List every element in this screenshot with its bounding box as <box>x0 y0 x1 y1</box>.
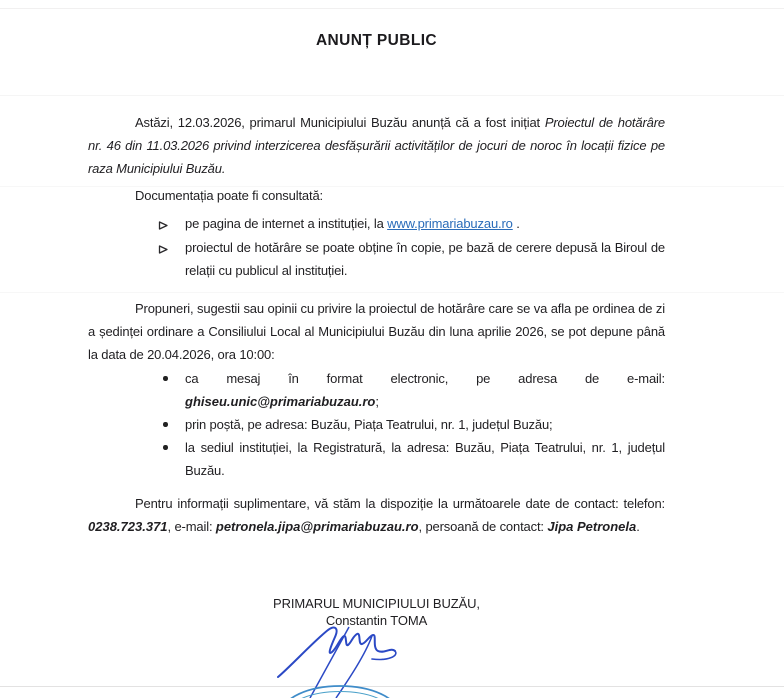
consultation-item-text: pe pagina de internet a instituției, la <box>185 216 388 231</box>
submission-item-mail: prin poștă, pe adresa: Buzău, Piața Teatrului, nr. 1, județul Buzău; <box>185 417 553 432</box>
contact-phone: 0238.723.371 <box>88 519 168 534</box>
arrow-bullet-icon <box>158 236 185 282</box>
contact-text-mid2: , persoană de contact: <box>418 519 548 534</box>
project-title-italic: Proiectul de hotărâre nr. 46 din 11.03.2026 privind interzicerea desfășurării activităților de jocuri de noroc în locații fizice pe raza Municipiului Buzău. <box>88 115 665 176</box>
list-item <box>88 413 665 436</box>
consultation-item-copy: proiectul de hotărâre se poate obține în copie, pe bază de cerere depusă la Biroul de relații cu publicul al instituției. <box>185 240 665 278</box>
contact-text: Pentru informații suplimentare, vă stăm la dispoziție la următoarele date de contact: telefon: <box>135 496 665 511</box>
intro-paragraph <box>88 111 665 180</box>
arrow-bullet-icon <box>158 212 185 236</box>
signer-role: PRIMARUL MUNICIPIULUI BUZĂU, <box>273 596 480 611</box>
contact-paragraph <box>88 492 665 538</box>
document-title: ANUNȚ PUBLIC <box>315 32 438 49</box>
round-bullet-icon <box>163 413 185 436</box>
signer-name: Constantin TOMA <box>325 613 428 628</box>
submission-list <box>88 367 665 482</box>
scan-artifact-line <box>0 8 784 9</box>
contact-person: Jipa Petronela <box>547 519 637 534</box>
list-item <box>88 236 665 282</box>
list-item <box>88 436 665 482</box>
handwritten-signature <box>248 623 448 698</box>
consultation-item-website <box>185 212 665 236</box>
round-bullet-icon <box>163 436 185 482</box>
contact-email: petronela.jipa@primariabuzau.ro <box>215 519 419 534</box>
website-link[interactable]: www.primariabuzau.ro <box>387 216 513 231</box>
submission-item-email <box>185 367 665 413</box>
consultation-list <box>88 212 665 282</box>
submission-email-address: ghiseu.unic@primariabuzau.ro <box>185 394 376 409</box>
submission-item-text: ca mesaj în format electronic, pe adresa de e-mail: <box>185 371 665 386</box>
submission-item-registry: la sediul instituției, la Registratură, la adresa: Buzău, Piața Teatrului, nr. 1, județul Buzău. <box>185 440 665 478</box>
scan-artifact-line <box>0 95 784 96</box>
list-item <box>88 212 665 236</box>
consultation-item-text-after: . <box>512 216 520 231</box>
intro-paragraph-text: Astăzi, 12.03.2026, primarul Municipiului Buzău anunță că a fost inițiat <box>135 115 545 130</box>
scan-artifact-line <box>0 292 784 293</box>
consultation-intro: Documentația poate fi consultată: <box>135 188 323 203</box>
list-item <box>88 367 665 413</box>
submission-item-text-after: ; <box>375 394 379 409</box>
round-bullet-icon <box>163 367 185 413</box>
proposals-paragraph: Propuneri, sugestii sau opinii cu privire la proiectul de hotărâre care se va afla pe ordinea de zi a ședinței ordinare a Consiliului Local al Municipiului Buzău din luna aprilie 2026, se pot depune până la data de 20.04.2026, ora 10:00: <box>88 301 665 362</box>
signature-stroke <box>278 628 395 677</box>
contact-text-mid1: , e-mail: <box>167 519 216 534</box>
contact-text-end: . <box>636 519 640 534</box>
